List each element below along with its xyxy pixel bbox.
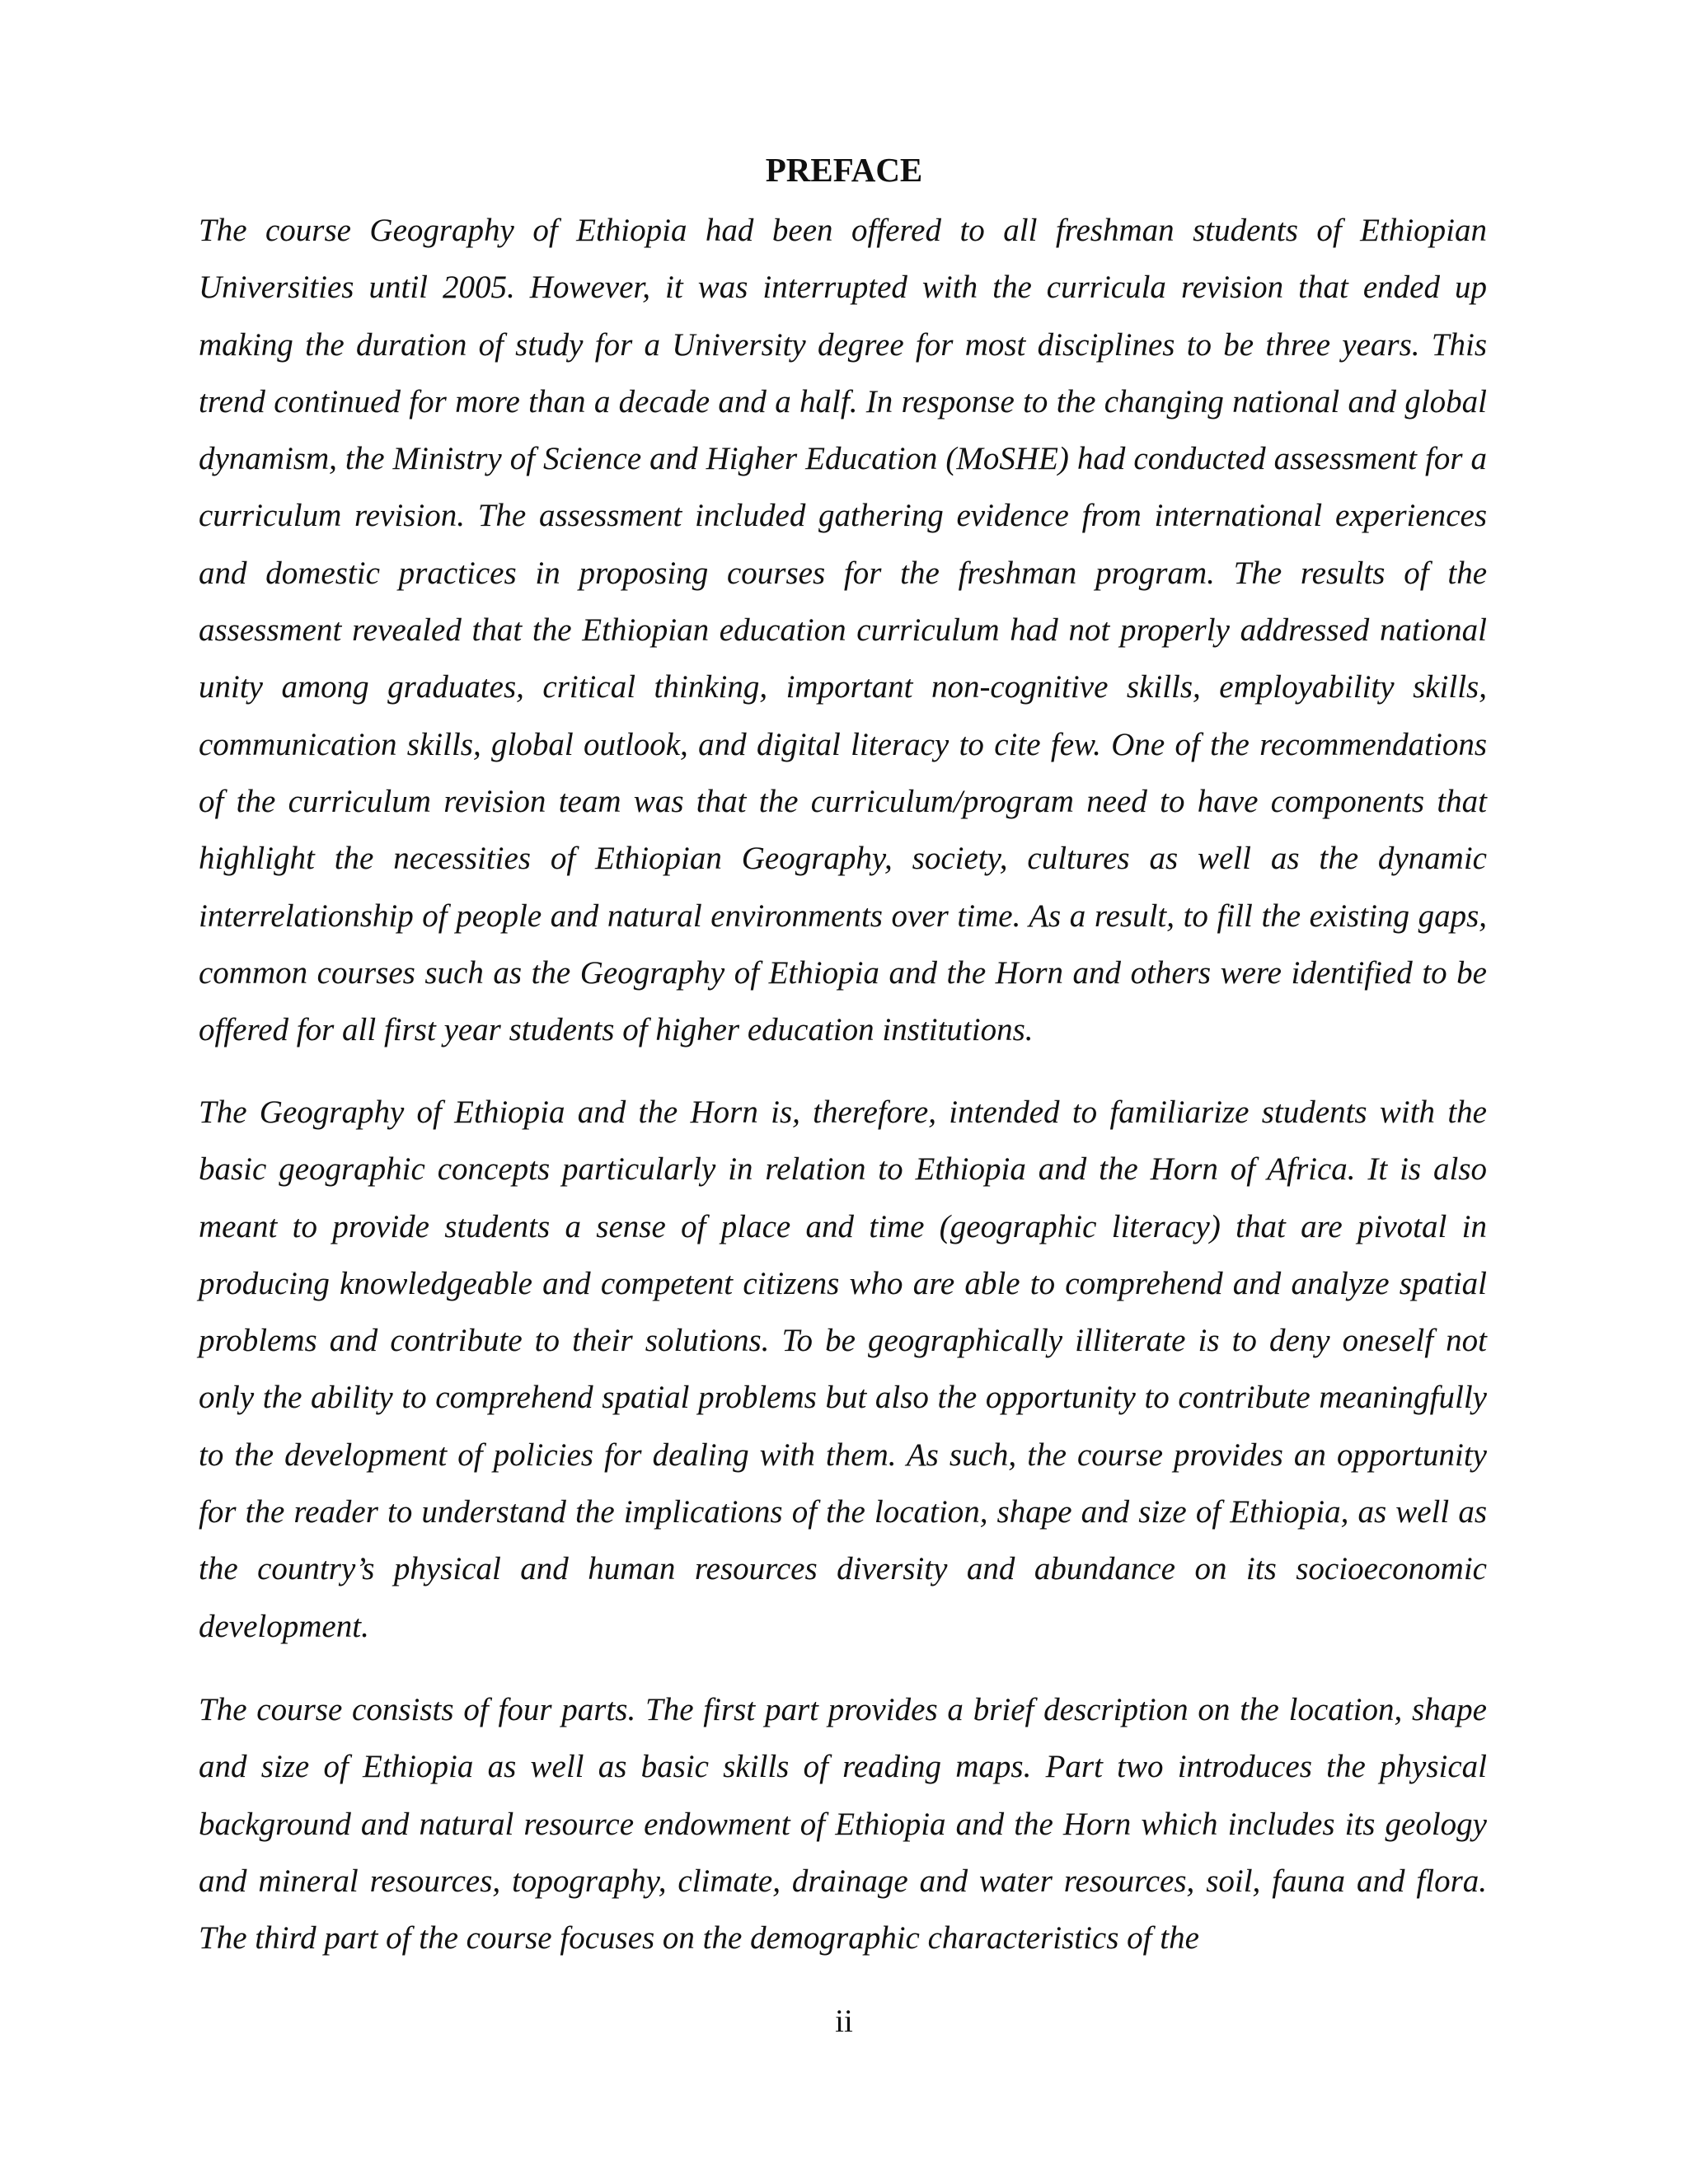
preface-paragraph-1: The course Geography of Ethiopia had been offered to all freshman students of Ethiopian Universities until 2005. However, it was interrupted with the curricula revision that ended up making the duration of study for a University degree for most disciplines to be three years. This trend continued for more than a decade and a half. In response to the changing national and global dynamism, the Ministry of Science and Higher Education (MoSHE) had conducted assessment for a curriculum revision. The assessment included gathering evidence from international experiences and domestic practices in proposing courses for the freshman program. The results of the assessment revealed that the Ethiopian education curriculum had not properly addressed national unity among graduates, critical thinking, important non-cognitive skills, employability skills, communication skills, global outlook, and digital literacy to cite few. One of the recommendations of the curriculum revision team was that the curriculum/program need to have components that highlight the necessities of Ethiopian Geography, society, cultures as well as the dynamic interrelationship of people and natural environments over time. As a result, to fill the existing gaps, common courses such as the Geography of Ethiopia and the Horn and others were identified to be offered for all first year students of higher education institutions. [199,213,1487,1048]
preface-paragraph-3: The course consists of four parts. The first part provides a brief description on the location, shape and size of Ethiopia as well as basic skills of reading maps. Part two introduces the physical background and natural resource endowment of Ethiopia and the Horn which includes its geology and mineral resources, topography, climate, drainage and water resources, soil, fauna and flora. The third part of the course focuses on the demographic characteristics of the [199,1692,1487,1957]
page-title: PREFACE [765,151,923,189]
page-number: ii [835,2004,853,2039]
preface-paragraph-2: The Geography of Ethiopia and the Horn is, therefore, intended to familiarize students with the basic geographic concepts particularly in relation to Ethiopia and the Horn of Africa. It is also meant to provide students a sense of place and time (geographic literacy) that are pivotal in producing knowledgeable and competent citizens who are able to comprehend and analyze spatial problems and contribute to their solutions. To be geographically illiterate is to deny oneself not only the ability to comprehend spatial problems but also the opportunity to contribute meaningfully to the development of policies for dealing with them. As such, the course provides an opportunity for the reader to understand the implications of the location, shape and size of Ethiopia, as well as the country’s physical and human resources diversity and abundance on its socioeconomic development. [199,1094,1487,1644]
